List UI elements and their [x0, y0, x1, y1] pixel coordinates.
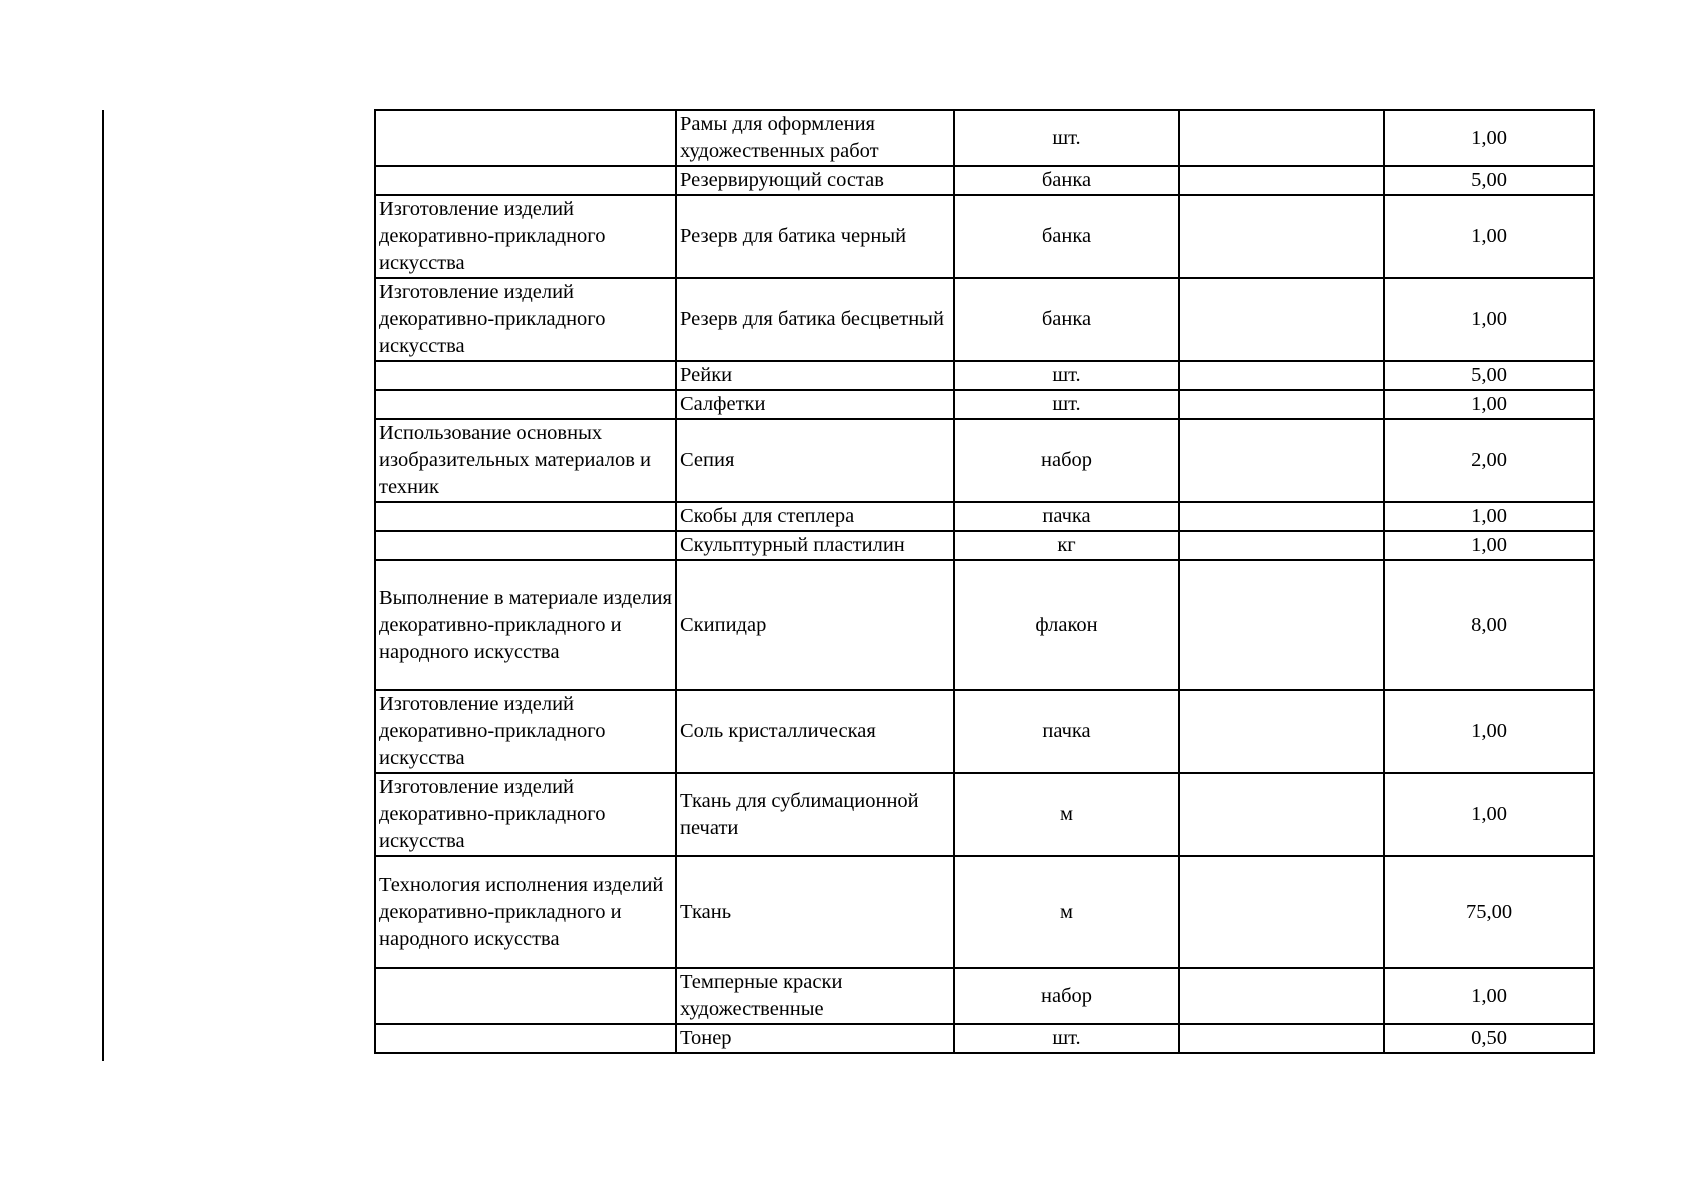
- cell-quantity: 1,00: [1384, 390, 1594, 419]
- cell-quantity: 1,00: [1384, 773, 1594, 856]
- table-row: [375, 166, 1594, 195]
- cell-unit: пачка: [954, 690, 1179, 773]
- cell-purpose: [375, 166, 676, 195]
- table-row: [375, 278, 1594, 361]
- cell-empty: [1179, 773, 1384, 856]
- cell-empty: [1179, 361, 1384, 390]
- cell-purpose: [375, 1024, 676, 1053]
- cell-purpose: Изготовление изделий декоративно-прикладного искусства: [375, 278, 676, 361]
- cell-quantity: 5,00: [1384, 166, 1594, 195]
- cell-purpose: [375, 361, 676, 390]
- table-row: [375, 361, 1594, 390]
- cell-purpose: [375, 502, 676, 531]
- cell-empty: [1179, 195, 1384, 278]
- cell-quantity: 1,00: [1384, 531, 1594, 560]
- cell-quantity: 1,00: [1384, 195, 1594, 278]
- cell-purpose: [375, 968, 676, 1024]
- cell-quantity: 8,00: [1384, 560, 1594, 690]
- cell-material-name: Резервирующий состав: [676, 166, 954, 195]
- cell-unit: пачка: [954, 502, 1179, 531]
- cell-quantity: 75,00: [1384, 856, 1594, 968]
- cell-purpose: Выполнение в материале изделия декоративно-прикладного и народного искусства: [375, 560, 676, 690]
- cell-unit: м: [954, 856, 1179, 968]
- table-row: [375, 560, 1594, 690]
- table-row: [375, 531, 1594, 560]
- cell-material-name: Скульптурный пластилин: [676, 531, 954, 560]
- cell-unit: шт.: [954, 390, 1179, 419]
- cell-purpose: Изготовление изделий декоративно-прикладного искусства: [375, 690, 676, 773]
- cell-material-name: Ткань: [676, 856, 954, 968]
- cell-purpose: Изготовление изделий декоративно-прикладного искусства: [375, 195, 676, 278]
- cell-quantity: 1,00: [1384, 968, 1594, 1024]
- table-row: [375, 968, 1594, 1024]
- cell-purpose: Технология исполнения изделий декоративно-прикладного и народного искусства: [375, 856, 676, 968]
- cell-quantity: 2,00: [1384, 419, 1594, 502]
- cell-quantity: 0,50: [1384, 1024, 1594, 1053]
- table-row: [375, 690, 1594, 773]
- cell-unit: шт.: [954, 1024, 1179, 1053]
- cell-empty: [1179, 502, 1384, 531]
- cell-material-name: Ткань для сублимационной печати: [676, 773, 954, 856]
- cell-empty: [1179, 419, 1384, 502]
- cell-empty: [1179, 110, 1384, 166]
- table-row: [375, 110, 1594, 166]
- cell-quantity: 5,00: [1384, 361, 1594, 390]
- table-row: [375, 390, 1594, 419]
- cell-unit: банка: [954, 278, 1179, 361]
- cell-material-name: Резерв для батика бесцветный: [676, 278, 954, 361]
- cell-material-name: Рамы для оформления художественных работ: [676, 110, 954, 166]
- cell-unit: набор: [954, 419, 1179, 502]
- cell-material-name: Тонер: [676, 1024, 954, 1053]
- cell-material-name: Рейки: [676, 361, 954, 390]
- cell-unit: банка: [954, 166, 1179, 195]
- table-row: [375, 195, 1594, 278]
- cell-quantity: 1,00: [1384, 110, 1594, 166]
- cell-empty: [1179, 1024, 1384, 1053]
- cell-purpose: [375, 531, 676, 560]
- table-row: [375, 1024, 1594, 1053]
- cell-quantity: 1,00: [1384, 690, 1594, 773]
- cell-purpose: [375, 110, 676, 166]
- cell-purpose: Изготовление изделий декоративно-прикладного искусства: [375, 773, 676, 856]
- cell-unit: шт.: [954, 110, 1179, 166]
- cell-material-name: Темперные краски художественные: [676, 968, 954, 1024]
- cell-empty: [1179, 390, 1384, 419]
- cell-empty: [1179, 968, 1384, 1024]
- cell-unit: кг: [954, 531, 1179, 560]
- cell-purpose: [375, 390, 676, 419]
- cell-material-name: Соль кристаллическая: [676, 690, 954, 773]
- cell-empty: [1179, 690, 1384, 773]
- cell-empty: [1179, 560, 1384, 690]
- cell-unit: м: [954, 773, 1179, 856]
- cell-empty: [1179, 278, 1384, 361]
- cell-empty: [1179, 531, 1384, 560]
- cell-unit: флакон: [954, 560, 1179, 690]
- page-margin-line: [102, 110, 104, 1061]
- cell-unit: набор: [954, 968, 1179, 1024]
- table-row: [375, 419, 1594, 502]
- cell-quantity: 1,00: [1384, 278, 1594, 361]
- cell-quantity: 1,00: [1384, 502, 1594, 531]
- table-row: [375, 773, 1594, 856]
- cell-empty: [1179, 856, 1384, 968]
- cell-unit: шт.: [954, 361, 1179, 390]
- cell-material-name: Салфетки: [676, 390, 954, 419]
- cell-material-name: Скобы для степлера: [676, 502, 954, 531]
- materials-table: [374, 109, 1595, 1054]
- cell-unit: банка: [954, 195, 1179, 278]
- table-row: [375, 502, 1594, 531]
- cell-purpose: Использование основных изобразительных материалов и техник: [375, 419, 676, 502]
- cell-material-name: Скипидар: [676, 560, 954, 690]
- cell-material-name: Сепия: [676, 419, 954, 502]
- cell-empty: [1179, 166, 1384, 195]
- table-row: [375, 856, 1594, 968]
- cell-material-name: Резерв для батика черный: [676, 195, 954, 278]
